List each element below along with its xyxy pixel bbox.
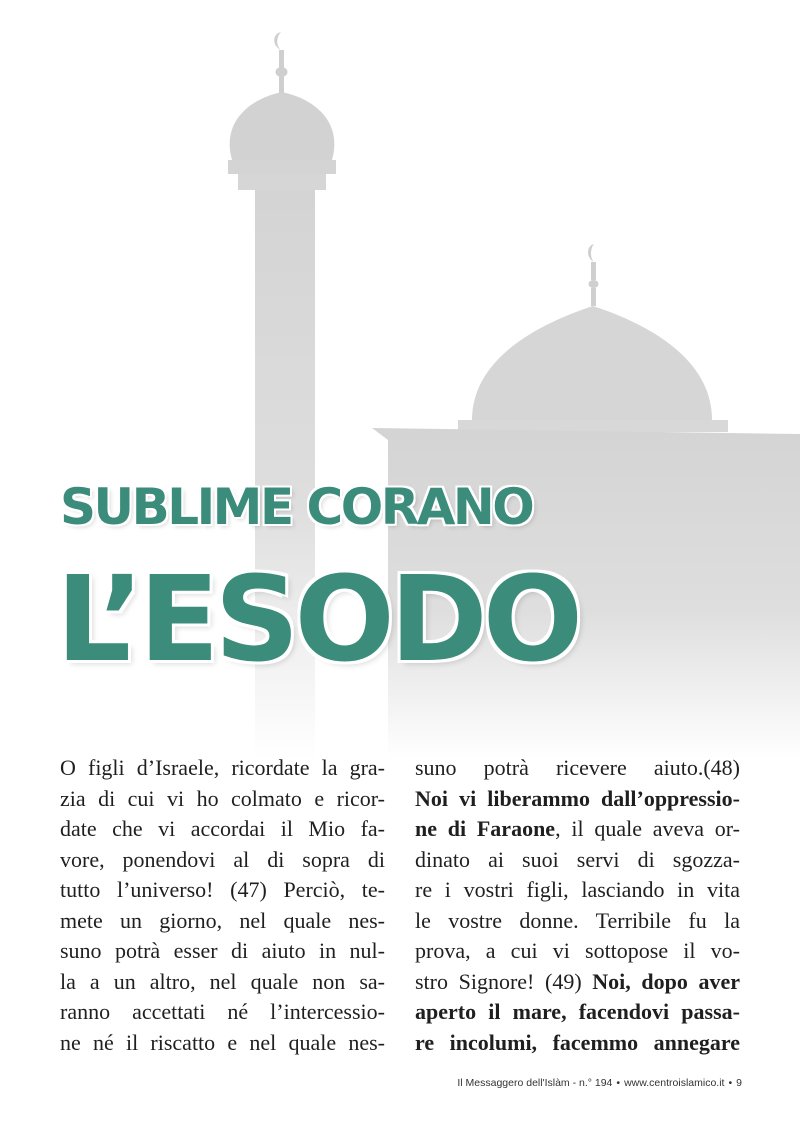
bold-text-run: aperto il mare, facendovi passa-	[415, 999, 740, 1024]
text-line: tutto l’universo! (47) Perciò, te-	[60, 877, 385, 902]
text-line: vore, ponendovi al di sopra di	[60, 846, 385, 872]
bold-text-run: re incolumi, facemmo annegare	[415, 1029, 740, 1055]
text-line	[415, 784, 740, 815]
page-number: 9	[736, 1077, 742, 1089]
text-column-left	[60, 753, 385, 1058]
text-line: ranno accettati né l’intercessio-	[60, 999, 385, 1024]
text-line	[415, 1028, 740, 1059]
bold-text-run: Noi, dopo aver	[592, 968, 740, 994]
text-line: mete un giorno, nel quale nes-	[60, 907, 385, 933]
text-line: le vostre donne. Terribile fu la	[415, 907, 740, 933]
text-line: O figli d’Israele, ricordate la gra-	[60, 755, 385, 780]
text-line	[415, 814, 740, 845]
footer-website[interactable]: www.centroislamico.it	[624, 1077, 725, 1089]
text-line: dinato ai suoi servi di sgozza-	[415, 846, 740, 872]
bold-text-run: ne di Faraone	[415, 816, 556, 841]
text-line: prova, a cui vi sottopose il vo-	[415, 938, 740, 963]
text-line: suno potrà esser di aiuto in nul-	[60, 938, 385, 963]
footer-separator: •	[616, 1077, 621, 1089]
footer-publication: Il Messaggero dell'Islàm - n.° 194	[457, 1077, 613, 1089]
text-line	[415, 997, 740, 1028]
text-line: la a un altro, nel quale non sa-	[60, 968, 385, 994]
text-line: suno potrà ricevere aiuto.(48)	[415, 755, 740, 780]
article-title: L’ESODO	[56, 550, 579, 688]
text-line: date che vi accordai il Mio fa-	[60, 816, 385, 841]
text-column-right	[415, 753, 740, 1058]
text-line: zia di cui vi ho colmato e ricor-	[60, 785, 385, 811]
text-run: , il quale aveva or-	[555, 816, 740, 841]
text-line: ne né il riscatto e nel quale nes-	[60, 1029, 385, 1055]
text-line: re i vostri figli, lasciando in vita	[415, 877, 740, 902]
page-footer	[457, 1077, 742, 1089]
bold-text-run: Noi vi liberammo dall’oppressio-	[415, 785, 740, 811]
text-line	[415, 967, 740, 998]
section-kicker: SUBLIME CORANO	[60, 478, 533, 536]
footer-separator: •	[728, 1077, 733, 1089]
text-run: stro Signore! (49)	[415, 968, 593, 994]
